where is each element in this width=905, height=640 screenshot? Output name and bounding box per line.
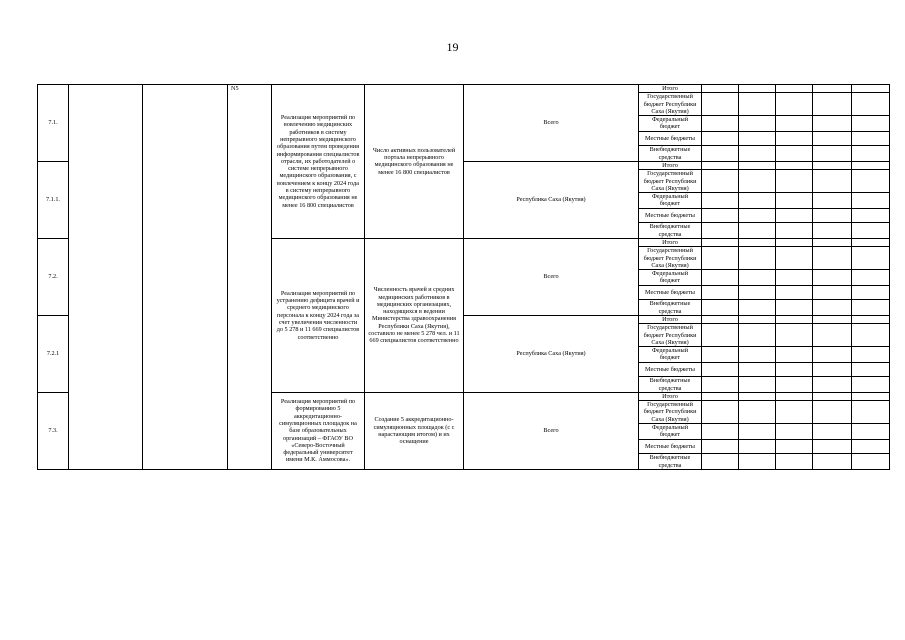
amount-cell (813, 170, 852, 193)
amount-cell (813, 392, 852, 400)
funding-source (639, 347, 702, 363)
amount-cell (702, 424, 739, 440)
funding-source-text: Государственный бюджет Республики Саха (Якутия) (643, 324, 697, 346)
funding-source-text: Итого (662, 85, 678, 92)
amount-cell (776, 238, 813, 246)
funding-source (639, 401, 702, 424)
amount-cell (739, 347, 776, 363)
amount-cell (813, 247, 852, 270)
funding-source-text: Местные бюджеты (645, 134, 695, 142)
amount-cell (852, 454, 890, 470)
amount-cell (852, 193, 890, 209)
amount-cell (739, 193, 776, 209)
amount-cell (702, 377, 739, 393)
amount-cell (852, 208, 890, 223)
amount-cell (702, 392, 739, 400)
activity-description (272, 392, 365, 469)
funding-source (639, 223, 702, 239)
amount-cell (852, 439, 890, 454)
activity-description-text: Реализация мероприятий по формированию 5 аккредитационно-симуляционных площадок на базе образовательных организаций – ФГАОУ ВО «Северо-Восточный федеральный университет имени М.К. Аммосова». (279, 398, 357, 464)
amount-cell (702, 238, 739, 246)
funding-source (639, 131, 702, 146)
amount-cell (702, 324, 739, 347)
row-number (38, 315, 69, 392)
amount-cell (776, 300, 813, 316)
amount-cell (852, 401, 890, 424)
amount-cell (739, 247, 776, 270)
amount-cell (739, 401, 776, 424)
row-number-text: 7.2.1 (46, 350, 60, 358)
amount-cell (813, 401, 852, 424)
amount-cell (739, 170, 776, 193)
amount-cell (776, 161, 813, 169)
funding-source-text: Внебюджетные средства (649, 300, 691, 315)
funding-source (639, 454, 702, 470)
amount-cell (702, 300, 739, 316)
location-cell-text: Всего (543, 427, 559, 435)
amount-cell (739, 223, 776, 239)
amount-cell (776, 208, 813, 223)
funding-source (639, 170, 702, 193)
amount-cell (813, 131, 852, 146)
amount-cell (739, 161, 776, 169)
amount-cell (813, 85, 852, 93)
amount-cell (776, 285, 813, 300)
amount-cell (813, 161, 852, 169)
amount-cell (776, 270, 813, 286)
funding-source-text: Государственный бюджет Республики Саха (Якутия) (643, 170, 697, 192)
amount-cell (702, 146, 739, 162)
indicator-description-text: Создание 5 аккредитационно-симуляционных площадок (с с нарастающим итогом) и их оснащение (373, 416, 455, 446)
location-cell-text: Всего (543, 119, 559, 127)
funding-source-text: Итого (662, 392, 678, 400)
amount-cell (852, 270, 890, 286)
budget-table (37, 84, 890, 470)
funding-source (639, 285, 702, 300)
amount-cell (776, 401, 813, 424)
amount-cell (702, 170, 739, 193)
amount-cell (852, 131, 890, 146)
page-number: 19 (446, 40, 459, 54)
amount-cell (776, 247, 813, 270)
row-number-text: 7.3. (48, 427, 58, 435)
amount-cell (702, 247, 739, 270)
amount-cell (813, 146, 852, 162)
row-number (38, 85, 69, 162)
funding-source-text: Местные бюджеты (645, 365, 695, 373)
amount-cell (702, 362, 739, 377)
funding-source-text: Федеральный бюджет (651, 116, 689, 131)
amount-cell (813, 93, 852, 116)
amount-cell (852, 285, 890, 300)
amount-cell (739, 131, 776, 146)
funding-source (639, 116, 702, 132)
row-number-text: 7.2. (48, 273, 58, 281)
funding-source-text: Итого (662, 161, 678, 169)
funding-source (639, 146, 702, 162)
amount-cell (852, 170, 890, 193)
amount-cell (852, 247, 890, 270)
activity-description-text: Реализация мероприятий по устранению дефицита врачей и среднего медицинского персонала к концу 2024 года за счет увеличения численности до 5 278 и 11 669 специалистов соответственно (276, 289, 360, 341)
amount-cell (739, 238, 776, 246)
amount-cell (776, 85, 813, 93)
amount-cell (813, 347, 852, 363)
activity-description (272, 238, 365, 392)
location-cell-text: Республика Саха (Якутия) (516, 196, 586, 204)
amount-cell (852, 223, 890, 239)
empty-column-3 (143, 85, 228, 470)
location-cell (464, 392, 639, 469)
amount-cell (702, 208, 739, 223)
indicator-description (365, 392, 464, 469)
amount-cell (739, 439, 776, 454)
table-row (38, 85, 890, 93)
funding-source-text: Внебюджетные средства (649, 454, 691, 469)
row-number (38, 238, 69, 315)
location-cell-text: Республика Саха (Якутия) (516, 350, 586, 358)
funding-source-text: Местные бюджеты (645, 288, 695, 296)
funding-source (639, 377, 702, 393)
amount-cell (739, 362, 776, 377)
amount-cell (776, 377, 813, 393)
location-cell (464, 161, 639, 238)
funding-source-text: Местные бюджеты (645, 442, 695, 450)
amount-cell (739, 116, 776, 132)
amount-cell (739, 377, 776, 393)
amount-cell (776, 93, 813, 116)
indicator-description (365, 85, 464, 239)
amount-cell (702, 223, 739, 239)
funding-source-text: Внебюджетные средства (649, 146, 691, 161)
funding-source-text: Государственный бюджет Республики Саха (Якутия) (643, 401, 697, 423)
n5-column-text: N5 (231, 85, 239, 92)
row-number (38, 392, 69, 469)
amount-cell (776, 362, 813, 377)
amount-cell (852, 93, 890, 116)
indicator-description (365, 238, 464, 392)
funding-source (639, 238, 702, 246)
amount-cell (739, 146, 776, 162)
amount-cell (739, 324, 776, 347)
amount-cell (776, 439, 813, 454)
amount-cell (776, 454, 813, 470)
amount-cell (739, 93, 776, 116)
row-number-text: 7.1. (48, 119, 58, 127)
funding-source-text: Федеральный бюджет (651, 347, 689, 362)
amount-cell (776, 116, 813, 132)
amount-cell (702, 315, 739, 323)
indicator-description-text: Число активных пользователей портала непрерывного медицинского образования не менее 16 800 специалистов (372, 146, 456, 176)
funding-source-text: Федеральный бюджет (651, 193, 689, 208)
activity-description-text: Реализация мероприятий по вовлечению медицинских работников в систему непрерывного медицинского образования путем проведения информирования специалистов отрасли, их работодателей о системе непрерывного медицинского образования, с вовлечением к концу 2024 года в систему непрерывного медицинского образования не менее 16 800 специалистов (276, 114, 360, 209)
row-number (38, 161, 69, 238)
funding-source (639, 247, 702, 270)
amount-cell (739, 300, 776, 316)
location-cell (464, 315, 639, 392)
amount-cell (739, 424, 776, 440)
funding-source-text: Государственный бюджет Республики Саха (Якутия) (643, 93, 697, 115)
amount-cell (739, 392, 776, 400)
amount-cell (813, 193, 852, 209)
amount-cell (702, 285, 739, 300)
amount-cell (739, 270, 776, 286)
amount-cell (739, 315, 776, 323)
funding-source (639, 424, 702, 440)
amount-cell (776, 424, 813, 440)
funding-source-text: Федеральный бюджет (651, 270, 689, 285)
funding-source (639, 93, 702, 116)
amount-cell (852, 238, 890, 246)
amount-cell (702, 85, 739, 93)
amount-cell (852, 85, 890, 93)
amount-cell (776, 223, 813, 239)
funding-source (639, 300, 702, 316)
indicator-description-text: Численность врачей и средних медицинских работников в медицинских организациях, находящихся в ведении Министерства здравоохранения Республики Саха (Якутия), составило не менее 5 278 чел. и 11 669 специалистов соответственно (368, 286, 460, 345)
amount-cell (852, 146, 890, 162)
amount-cell (813, 223, 852, 239)
amount-cell (702, 454, 739, 470)
amount-cell (739, 454, 776, 470)
amount-cell (813, 377, 852, 393)
amount-cell (813, 238, 852, 246)
amount-cell (702, 270, 739, 286)
amount-cell (776, 193, 813, 209)
amount-cell (852, 116, 890, 132)
funding-source (639, 193, 702, 209)
amount-cell (852, 161, 890, 169)
amount-cell (702, 347, 739, 363)
amount-cell (813, 116, 852, 132)
funding-source-text: Итого (662, 238, 678, 246)
amount-cell (702, 401, 739, 424)
funding-source (639, 161, 702, 169)
funding-source (639, 208, 702, 223)
funding-source (639, 85, 702, 93)
amount-cell (813, 362, 852, 377)
amount-cell (702, 193, 739, 209)
amount-cell (813, 270, 852, 286)
amount-cell (739, 85, 776, 93)
location-cell-text: Всего (543, 273, 559, 281)
amount-cell (776, 131, 813, 146)
amount-cell (852, 392, 890, 400)
amount-cell (776, 170, 813, 193)
amount-cell (702, 439, 739, 454)
amount-cell (852, 362, 890, 377)
funding-source-text: Местные бюджеты (645, 211, 695, 219)
amount-cell (852, 300, 890, 316)
amount-cell (852, 347, 890, 363)
amount-cell (852, 377, 890, 393)
amount-cell (702, 93, 739, 116)
amount-cell (813, 285, 852, 300)
amount-cell (813, 324, 852, 347)
funding-source (639, 392, 702, 400)
amount-cell (739, 208, 776, 223)
amount-cell (739, 285, 776, 300)
funding-source-text: Федеральный бюджет (651, 424, 689, 439)
amount-cell (813, 424, 852, 440)
funding-source (639, 439, 702, 454)
funding-source-text: Внебюджетные средства (649, 223, 691, 238)
n5-column (228, 85, 272, 470)
funding-source (639, 362, 702, 377)
funding-source (639, 324, 702, 347)
location-cell (464, 238, 639, 315)
amount-cell (702, 161, 739, 169)
funding-source (639, 270, 702, 286)
amount-cell (776, 146, 813, 162)
amount-cell (776, 324, 813, 347)
funding-source-text: Государственный бюджет Республики Саха (Якутия) (643, 247, 697, 269)
amount-cell (702, 131, 739, 146)
amount-cell (852, 324, 890, 347)
funding-source-text: Итого (662, 315, 678, 323)
amount-cell (813, 454, 852, 470)
activity-description (272, 85, 365, 239)
amount-cell (852, 424, 890, 440)
amount-cell (776, 315, 813, 323)
location-cell (464, 85, 639, 162)
funding-source-text: Внебюджетные средства (649, 377, 691, 392)
amount-cell (813, 300, 852, 316)
empty-column-2 (69, 85, 143, 470)
amount-cell (776, 347, 813, 363)
amount-cell (813, 208, 852, 223)
amount-cell (852, 315, 890, 323)
amount-cell (702, 116, 739, 132)
funding-source (639, 315, 702, 323)
row-number-text: 7.1.1. (46, 196, 60, 204)
amount-cell (813, 315, 852, 323)
amount-cell (813, 439, 852, 454)
amount-cell (776, 392, 813, 400)
